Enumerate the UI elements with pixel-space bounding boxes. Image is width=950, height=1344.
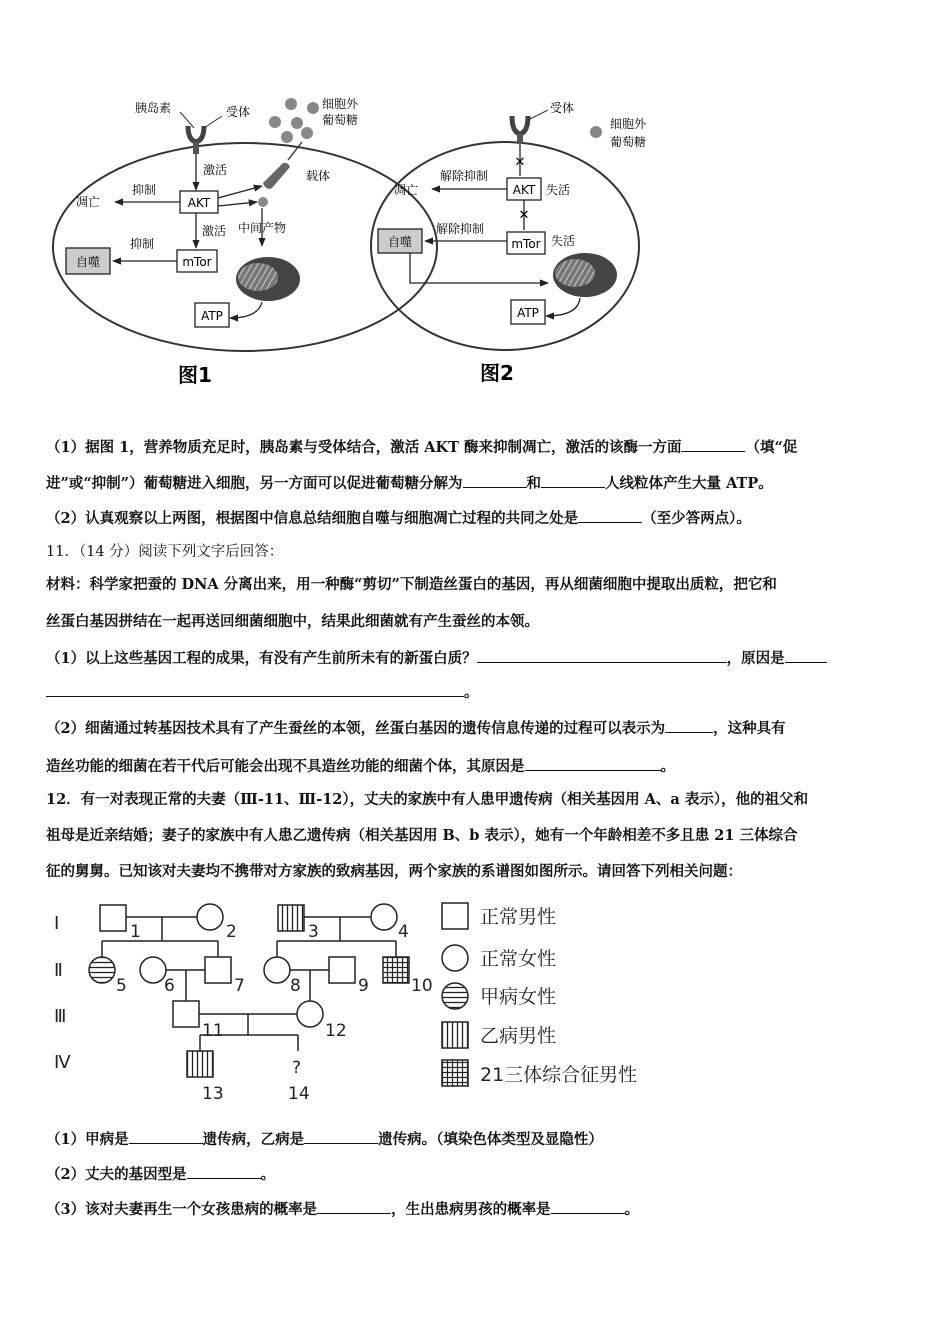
answer-blank[interactable]: [665, 718, 713, 733]
q10-part1-line2: 进”或“抑制”）葡萄糖进入细胞，另一方面可以促进葡萄糖分解为 和 人线粒体产生大量 ATP。: [46, 475, 773, 492]
individual-8: [264, 957, 290, 983]
individual-5: [89, 957, 115, 983]
release-label-2: 解除抑制: [436, 222, 485, 236]
individual-number: 11: [202, 1021, 224, 1041]
apoptosis-label-1: 凋亡: [76, 195, 101, 209]
individual-number: 1: [130, 922, 141, 942]
glucose-label-1: 细胞外: [322, 97, 359, 111]
glucose-label-2-1: 细胞外: [610, 117, 647, 131]
receptor-stem: [193, 142, 199, 154]
individual-number: 12: [325, 1021, 347, 1041]
pedigree-legend: [442, 903, 468, 1086]
answer-blank[interactable]: [187, 1164, 261, 1179]
figure-1-caption: 图1: [178, 363, 212, 387]
legend-symbol-normal-male: [442, 903, 468, 929]
q11-part1-cont: 。: [46, 682, 906, 703]
insulin-label: 胰岛素: [135, 101, 172, 115]
receptor-label-2: 受体: [550, 101, 575, 115]
glucose-molecules-icon: [269, 98, 319, 143]
answer-blank[interactable]: [317, 1199, 391, 1214]
inactivate-label-1: 失活: [546, 183, 571, 197]
blocked-mark-1: ✕: [514, 155, 526, 170]
autophagy-label-2: 自噬: [387, 235, 413, 249]
akt-label-2: AKT: [512, 183, 536, 197]
activate-label-2: 激活: [202, 224, 227, 238]
legend-label: 21三体综合征男性: [480, 1064, 638, 1086]
q12-part3: （3）该对夫妻再生一个女孩患病的概率是 ，生出患病男孩的概率是 。: [46, 1201, 640, 1218]
legend-symbol-trisomy21-male: [442, 1060, 468, 1086]
answer-blank[interactable]: [541, 473, 605, 488]
legend-label: 甲病女性: [480, 986, 557, 1008]
individual-number: 8: [290, 976, 301, 996]
individual-number: 6: [164, 976, 175, 996]
generation-label-1: Ⅰ: [54, 913, 60, 934]
legend-label: 正常男性: [480, 906, 557, 928]
individual-number: 14: [288, 1084, 310, 1104]
generation-label-2: Ⅱ: [54, 960, 63, 981]
q11-material-line1: 材料：科学家把蚕的 DNA 分离出来，用一种酶“剪切”下制造丝蛋白的基因，再从细菌细胞中提取出质粒，把它和: [46, 576, 777, 593]
mitochondrion-icon: [236, 257, 300, 301]
intermediate-label: 中间产物: [238, 221, 287, 235]
answer-blank[interactable]: [551, 1199, 625, 1214]
individual-number: 9: [358, 976, 369, 996]
answer-blank[interactable]: [129, 1129, 203, 1144]
answer-blank[interactable]: [46, 682, 464, 697]
individual-13: [187, 1051, 213, 1077]
individual-number: 4: [398, 922, 409, 942]
receptor-icon-2: [512, 116, 528, 134]
generation-label-3: Ⅲ: [54, 1006, 67, 1027]
answer-blank[interactable]: [578, 508, 642, 523]
atp-label-2: ATP: [517, 306, 539, 320]
inhibit-label-1: 抑制: [132, 183, 157, 197]
individual-1: [100, 905, 126, 931]
answer-blank[interactable]: [525, 756, 661, 771]
individual-11: [173, 1001, 199, 1027]
q11-part2-line2: 造丝功能的细菌在若干代后可能会出现不具造丝功能的细菌个体，其原因是 。: [46, 758, 675, 775]
individual-12: [297, 1001, 323, 1027]
atp-label-1: ATP: [201, 309, 223, 323]
apoptosis-label-2: 凋亡: [394, 183, 419, 197]
unknown-individual-mark: ?: [292, 1058, 302, 1078]
figure-2: [371, 100, 647, 385]
individual-4: [371, 904, 397, 930]
glucose-label-2: 葡萄糖: [322, 113, 359, 127]
inhibit-label-2: 抑制: [130, 237, 155, 251]
mitochondrion-icon-2: [553, 253, 617, 297]
q12-part1: （1）甲病是 遗传病，乙病是 遗传病。（填染色体类型及显隐性）: [46, 1131, 603, 1148]
receptor-label: 受体: [226, 105, 251, 119]
activate-label-1: 激活: [203, 163, 228, 177]
cell-diagrams: [0, 0, 950, 400]
q11-part2-line1: （2）细菌通过转基因技术具有了产生蚕丝的本领，丝蛋白基因的遗传信息传递的过程可以表示为 ，这种具有: [46, 720, 786, 737]
answer-blank[interactable]: [477, 648, 727, 663]
akt-label: AKT: [187, 196, 211, 210]
glucose-icon-2: [590, 126, 602, 138]
individual-number: 13: [202, 1084, 224, 1104]
individual-2: [197, 904, 223, 930]
figure-2-caption: 图2: [480, 361, 514, 385]
mtor-label: mTor: [182, 255, 212, 269]
answer-blank[interactable]: [304, 1129, 378, 1144]
answer-blank[interactable]: [785, 648, 827, 663]
legend-symbol-disease-a-female: [442, 983, 468, 1009]
q11-material-line2: 丝蛋白基因拼结在一起再送回细菌细胞中，结果此细菌就有产生蚕丝的本领。: [46, 613, 539, 630]
q12-line1: 12．有一对表现正常的夫妻（Ⅲ-11、Ⅲ-12），丈夫的家族中有人患甲遗传病（相关基因用 A、a 表示），他的祖父和: [46, 791, 809, 808]
individual-7: [205, 957, 231, 983]
release-label-1: 解除抑制: [440, 169, 489, 183]
q10-part2: （2）认真观察以上两图，根据图中信息总结细胞自噬与细胞凋亡过程的共同之处是 （至少答两点）。: [46, 510, 751, 527]
legend-symbol-disease-b-male: [442, 1022, 468, 1048]
q11-part1: （1）以上这些基因工程的成果，有没有产生前所未有的新蛋白质？ ，原因是: [46, 648, 906, 669]
q10-part1-line1: （1）据图 1，营养物质充足时，胰岛素与受体结合，激活 AKT 酶来抑制凋亡，激活的该酶一方面 （填“促: [46, 439, 798, 456]
q12-line3: 征的舅舅。已知该对夫妻均不携带对方家族的致病基因，两个家族的系谱图如图所示。请回答下列相关问题：: [46, 863, 742, 880]
legend-label: 乙病男性: [480, 1025, 557, 1047]
individual-6: [140, 957, 166, 983]
individual-3: [278, 905, 304, 931]
individual-9: [329, 957, 355, 983]
individual-number: 10: [411, 976, 433, 996]
pedigree-chart: [40, 895, 680, 1110]
q12-line2: 祖母是近亲结婚；妻子的家族中有人患乙遗传病（相关基因用 B、b 表示），她有一个年龄相差不多且患 21 三体综合: [46, 827, 798, 844]
inactivate-label-2: 失活: [551, 234, 576, 248]
legend-label: 正常女性: [480, 948, 557, 970]
individual-number: 7: [234, 976, 245, 996]
carrier-icon: [263, 163, 290, 189]
mtor-label-2: mTor: [511, 237, 541, 251]
individual-number: 2: [226, 922, 237, 942]
generation-label-4: Ⅳ: [54, 1052, 71, 1073]
receptor-icon: [188, 126, 204, 142]
autophagy-label-1: 自噬: [75, 255, 101, 269]
q11-header: 11．（14 分）阅读下列文字后回答：: [46, 544, 284, 560]
individual-number: 5: [116, 976, 127, 996]
answer-blank[interactable]: [463, 473, 527, 488]
glucose-inside-icon: [258, 197, 268, 207]
answer-blank[interactable]: [681, 437, 745, 452]
q12-part2: （2）丈夫的基因型是 。: [46, 1166, 276, 1183]
individual-10: [383, 957, 409, 983]
individual-number: 3: [308, 922, 319, 942]
legend-symbol-normal-female: [442, 945, 468, 971]
glucose-label-2-2: 葡萄糖: [610, 135, 647, 149]
carrier-label: 载体: [306, 169, 331, 183]
blocked-mark-2: ✕: [518, 208, 530, 223]
